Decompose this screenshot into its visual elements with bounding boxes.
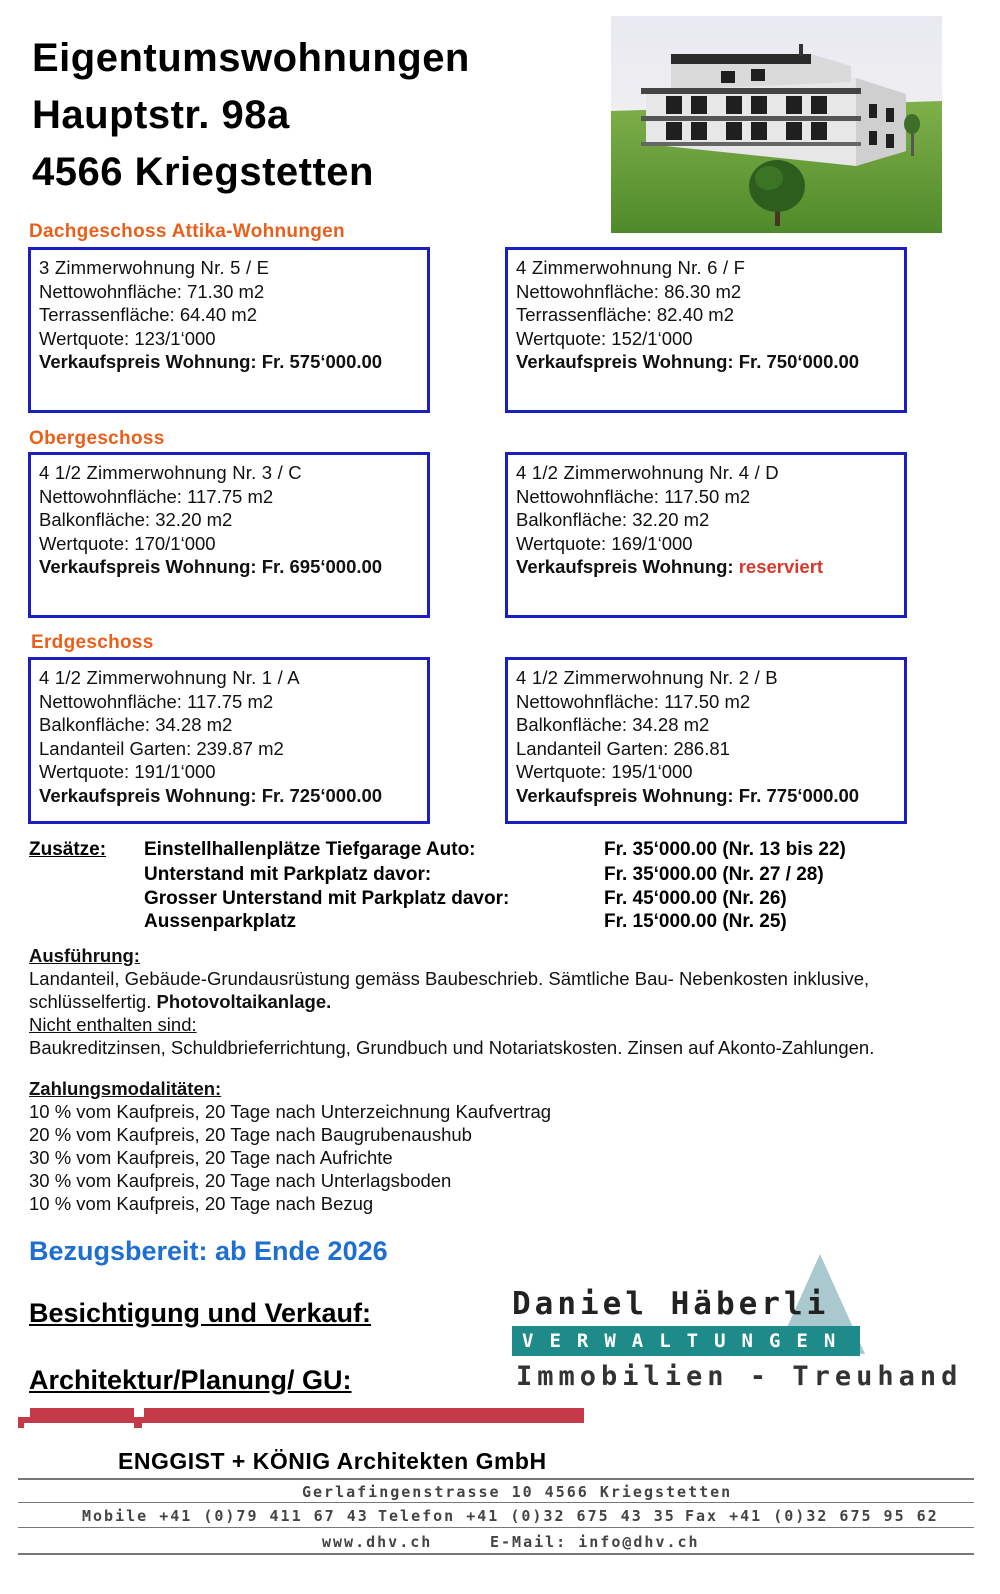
unit-6-title: 4 Zimmerwohnung Nr. 6 / F: [516, 257, 746, 278]
logo-company-name: Daniel Häberli: [512, 1286, 830, 1322]
unit-3-price-row: [39, 555, 419, 579]
unit-4-balcony: Balkonfläche: 32.20 m2: [516, 509, 710, 530]
unit-4-status-reserved: reserviert: [738, 556, 824, 577]
unit-1-garden: Landanteil Garten: 239.87 m2: [39, 737, 284, 759]
unit-5-price-row: [39, 350, 419, 374]
ausfuehrung-line-2-text: schlüsselfertig.: [29, 991, 157, 1012]
unit-4-price-label: Verkaufspreis Wohnung:: [516, 556, 739, 577]
unit-1-area: Nettowohnfläche: 117.75 m2: [39, 690, 274, 712]
photovoltaik-note: Photovoltaikanlage.: [156, 991, 332, 1012]
footer-website-link[interactable]: www.dhv.ch: [322, 1533, 433, 1551]
zusatz-item: Unterstand mit Parkplatz davor:: [144, 864, 432, 885]
unit-5-price: Fr. 575‘000.00: [261, 351, 383, 372]
footer-divider-top: [18, 1478, 974, 1480]
footer-fax: Fax +41 (0)32 675 95 62: [685, 1507, 939, 1525]
ausfuehrung-line-2: [29, 990, 874, 1013]
unit-5-price-label: Verkaufspreis Wohnung:: [39, 351, 262, 372]
unit-4-title: 4 1/2 Zimmerwohnung Nr. 4 / D: [516, 462, 779, 483]
architect-red-bar: [18, 1406, 584, 1428]
zusatz-price: Fr. 15‘000.00 (Nr. 25): [604, 911, 787, 932]
unit-3-price: Fr. 695‘000.00: [261, 556, 383, 577]
unit-4-quota: Wertquote: 169/1‘000: [516, 532, 693, 554]
zahlung-line: 20 % vom Kaufpreis, 20 Tage nach Baugrubenaushub: [29, 1124, 472, 1145]
zusaetze-label: Zusätze:: [29, 839, 107, 860]
footer-phone: Telefon +41 (0)32 675 43 35: [378, 1507, 676, 1525]
zahlung-section: [29, 1077, 551, 1215]
footer-address: Gerlafingenstrasse 10 4566 Kriegstetten: [302, 1483, 733, 1501]
unit-card-2: [505, 657, 907, 824]
unit-2-price-row: [516, 784, 896, 808]
unit-1-price-row: [39, 784, 419, 808]
unit-1-title: 4 1/2 Zimmerwohnung Nr. 1 / A: [39, 667, 300, 688]
unit-card-6: [505, 247, 907, 413]
title-line-2: Hauptstr. 98a: [32, 93, 290, 137]
unit-2-area: Nettowohnfläche: 117.50 m2: [516, 690, 751, 712]
unit-6-price-label: Verkaufspreis Wohnung:: [516, 351, 739, 372]
unit-2-title: 4 1/2 Zimmerwohnung Nr. 2 / B: [516, 667, 778, 688]
unit-5-area: Nettowohnfläche: 71.30 m2: [39, 280, 265, 302]
footer-divider-bottom: [18, 1553, 974, 1555]
zahlung-line: 10 % vom Kaufpreis, 20 Tage nach Bezug: [29, 1193, 374, 1214]
bezugsbereit-heading: Bezugsbereit: ab Ende 2026: [29, 1236, 388, 1266]
unit-1-quota: Wertquote: 191/1‘000: [39, 761, 216, 782]
unit-6-price: Fr. 750‘000.00: [738, 351, 860, 372]
zusatz-item: Aussenparkplatz: [144, 911, 297, 932]
besichtigung-heading: Besichtigung und Verkauf:: [29, 1298, 372, 1328]
unit-3-title: 4 1/2 Zimmerwohnung Nr. 3 / C: [39, 462, 302, 483]
unit-1-balcony: Balkonfläche: 34.28 m2: [39, 714, 233, 735]
ausfuehrung-line-1: Landanteil, Gebäude-Grundausrüstung gemäss Baubeschrieb. Sämtliche Bau- Nebenkosten inklusive,: [29, 968, 870, 989]
unit-1-price: Fr. 725‘000.00: [261, 784, 383, 806]
section-obergeschoss: Obergeschoss: [29, 428, 165, 449]
zahlung-line: 30 % vom Kaufpreis, 20 Tage nach Aufrichte: [29, 1147, 393, 1168]
logo-verwaltungen-bar: VERWALTUNGEN: [512, 1326, 860, 1356]
zusatz-price: Fr. 35‘000.00 (Nr. 27 / 28): [604, 864, 824, 885]
unit-3-price-label: Verkaufspreis Wohnung:: [39, 556, 262, 577]
unit-3-balcony: Balkonfläche: 32.20 m2: [39, 509, 233, 530]
ausfuehrung-section: [29, 944, 874, 1059]
title-line-1: Eigentumswohnungen: [32, 36, 470, 80]
unit-3-area: Nettowohnfläche: 117.75 m2: [39, 485, 274, 507]
not-included-text: Baukreditzinsen, Schuldbrieferrichtung, Grundbuch und Notariatskosten. Zinsen auf Akonto-Zahlungen.: [29, 1037, 875, 1058]
unit-5-title: 3 Zimmerwohnung Nr. 5 / E: [39, 257, 270, 278]
zahlung-heading: Zahlungsmodalitäten:: [29, 1078, 222, 1099]
title-line-3: 4566 Kriegstetten: [32, 150, 374, 194]
not-included-heading: Nicht enthalten sind:: [29, 1014, 197, 1035]
unit-card-1: [28, 657, 430, 824]
unit-2-price-label: Verkaufspreis Wohnung:: [516, 784, 739, 806]
architect-name: ENGGIST + KÖNIG Architekten GmbH: [118, 1448, 547, 1474]
unit-2-price: Fr. 775‘000.00: [738, 784, 860, 806]
unit-5-terrace: Terrassenfläche: 64.40 m2: [39, 304, 258, 325]
unit-6-price-row: [516, 350, 896, 374]
zahlung-line: 10 % vom Kaufpreis, 20 Tage nach Unterzeichnung Kaufvertrag: [29, 1101, 552, 1122]
zusatz-price: Fr. 45‘000.00 (Nr. 26): [604, 888, 787, 909]
footer-divider-mid: [18, 1502, 974, 1503]
unit-2-garden: Landanteil Garten: 286.81: [516, 737, 730, 759]
section-erdgeschoss: Erdgeschoss: [31, 632, 154, 653]
logo-subtitle: Immobilien - Treuhand: [516, 1361, 963, 1392]
unit-4-area: Nettowohnfläche: 117.50 m2: [516, 485, 751, 507]
unit-4-price-row: [516, 555, 896, 579]
unit-6-area: Nettowohnfläche: 86.30 m2: [516, 280, 742, 302]
building-rendering-image: [611, 16, 942, 233]
unit-1-price-label: Verkaufspreis Wohnung:: [39, 784, 262, 806]
zusatz-price: Fr. 35‘000.00 (Nr. 13 bis 22): [604, 839, 846, 860]
unit-3-quota: Wertquote: 170/1‘000: [39, 532, 216, 554]
unit-card-4: [505, 452, 907, 618]
unit-6-terrace: Terrassenfläche: 82.40 m2: [516, 304, 735, 325]
footer-divider-low: [18, 1527, 974, 1528]
unit-card-5: [28, 247, 430, 413]
architektur-heading: Architektur/Planung/ GU:: [29, 1365, 352, 1395]
unit-2-quota: Wertquote: 195/1‘000: [516, 761, 693, 782]
footer-email-link[interactable]: E-Mail: info@dhv.ch: [490, 1533, 700, 1551]
zahlung-line: 30 % vom Kaufpreis, 20 Tage nach Unterlagsboden: [29, 1170, 452, 1191]
zusatz-item: Grosser Unterstand mit Parkplatz davor:: [144, 888, 510, 909]
unit-6-quota: Wertquote: 152/1‘000: [516, 327, 693, 349]
unit-5-quota: Wertquote: 123/1‘000: [39, 327, 216, 349]
unit-card-3: [28, 452, 430, 618]
section-dachgeschoss: Dachgeschoss Attika-Wohnungen: [29, 221, 345, 242]
zusatz-item: Einstellhallenplätze Tiefgarage Auto:: [144, 839, 476, 860]
unit-2-balcony: Balkonfläche: 34.28 m2: [516, 714, 710, 735]
footer-mobile: Mobile +41 (0)79 411 67 43: [82, 1507, 369, 1525]
ausfuehrung-heading: Ausführung:: [29, 945, 140, 966]
